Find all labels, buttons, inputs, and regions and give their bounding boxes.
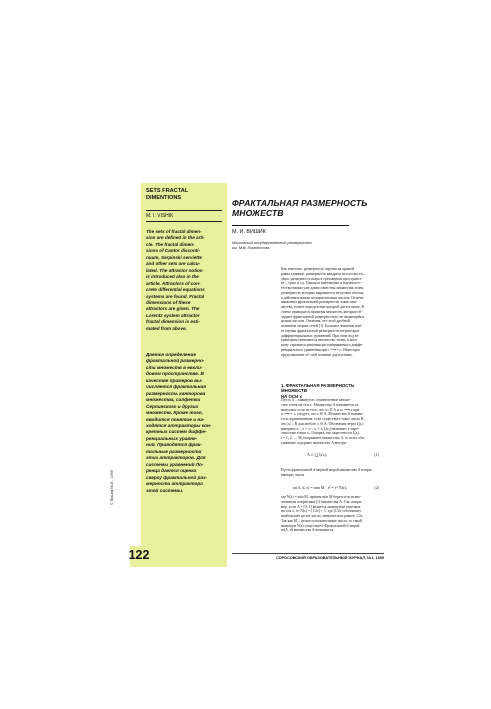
article-title: ФРАКТАЛЬНАЯ РАЗМЕРНОСТЬ МНОЖЕСТВ bbox=[232, 198, 368, 218]
english-author: M. I. VISHIK bbox=[146, 213, 174, 219]
paragraph-2: Пусть фрактальной d-мерной мерой множества A покры- вающих числа bbox=[281, 468, 373, 477]
formula-2-expression: m(A, d, ε) = min M · εᵈ = εᵈ N(ε), bbox=[293, 485, 348, 490]
copyright-notice: © Вишик М.И., 1999 bbox=[110, 470, 114, 505]
title-divider bbox=[232, 225, 349, 226]
journal-footer: СОРОСОВСКИЙ ОБРАЗОВАТЕЛЬНЫЙ ЖУРНАЛ, №1, 1999 bbox=[276, 556, 384, 560]
russian-abstract: Дается определение фрактальной размерно- сти множеств в евкли- довом пространстве. В качестве примеров вы- числяется фрактальная размерность канторова множества, салфетки Серпинского и других множеств. Кроме того, вводится понятие и на- ходятся аттракторы кон- кретных систем диффе- ренциальных уравне- ний. Приводятся фрак- тальные размерности этих аттракторов. Для системы уравнений Ло- ренца дается оценка сверху фрактальной раз- мерности аттрактора этой системы. bbox=[146, 352, 212, 493]
author-affiliation: Московский государственный университет им. М.В. Ломоносова bbox=[232, 241, 312, 250]
paragraph-3: где N(ε) = min M, причем min M берется по всево- зможным покрытиям (1) множества A. Так, напри- мер, если A = [0, 1] является замкнутым отрезком на оси x, то N(ε) = [1/2ε] + 1, где [1/2ε] обозначает наибольшее целое число, меньшее или равное 1/2ε. Так как M – целые положительные числа, то такой минимум N(ε) существует. Фрактальной d-мерой m(A, d) множества A называется bbox=[281, 495, 364, 533]
english-title: SETS FRACTAL DIMENTIONS bbox=[146, 188, 189, 201]
sidebar-divider bbox=[146, 221, 222, 222]
formula-2-number: (2) bbox=[374, 485, 379, 490]
formula-1-number: (1) bbox=[374, 452, 379, 457]
section-paragraph: Пусть A – замкнутое, ограниченное множе- ство точек на оси x. Множество A называется за- мкнутым, если из того, что xₙ ∈ A и xₙ ⟶ x при n ⟶ + ∞ следует, что x ∈ A. Множество A называ- ется ограниченным, если существует такое число R, что |x| ≤ R для любого x ∈ A. Обозначим через Iᵢ(εᵢ) интервал xᵢ – ε < x < xᵢ + ε, Iᵢ(εᵢ) называют ε-окре- стностью точки xᵢ. Говорят, что окрестности Iᵢ(εᵢ), i = 1, 2, ..., M, покрывают множество A, если их объ- единение содержит множество A внутри: bbox=[281, 398, 366, 445]
intro-paragraph: Как известно, размерность отрезка на прямой равна единице, размерность квадрата на плоскости – двум, размерность шара в трехмерном пространст- ве – трем и т.д. Однако в математике и научном ес- тествознании уже давно известны множества точек, размерность которых выражается не целым числом, а действительным положительным числом. Отмети- выявлены фрактальной размерности такие мно- жества, точнее определение которой дается ниже. В статье приводятся примеры множеств, которые об- ладают фрактальной размерностью, не являющейся целым числом. Отметим, что этой дробной понятием теории сетей [1]. Большое значение име- ет оценка фрактальной размерности аттракторов дифференциальных уравнений. При этом под ат- трактором понимается множество точек, к кото- рому стремятся решения рассматриваемого диффе- ренциального уравнения при t ⟶ +∞. Некоторое представление об этой понятии дается ниже. bbox=[281, 267, 366, 357]
english-abstract: The sets of fractal dimen- sion are defined in the arti- cle. The fractal dimen- sions of Cantor disconti- nuum, Serpinski serviette and other sets are calcu- lated. The attractor notion is introduced also in the article. Attractors of con- crete differential equations systems are found. Fractal dimensions of these attractors are given. The Lorentz system attractor fractal dimension is esti- mated from above. bbox=[146, 229, 205, 331]
section-heading: 1. ФРАКТАЛЬНАЯ РАЗМЕРНОСТЬ МНОЖЕСТВ НА ОСИ x bbox=[281, 383, 355, 399]
article-author: М. И. ВИШИК bbox=[232, 229, 266, 235]
sidebar-divider bbox=[146, 210, 222, 211]
formula-1-expression: A ⊂ ⋃ Iᵢ(εᵢ), bbox=[307, 452, 328, 457]
page-number: 122 bbox=[128, 548, 150, 562]
footer-divider bbox=[232, 553, 384, 554]
